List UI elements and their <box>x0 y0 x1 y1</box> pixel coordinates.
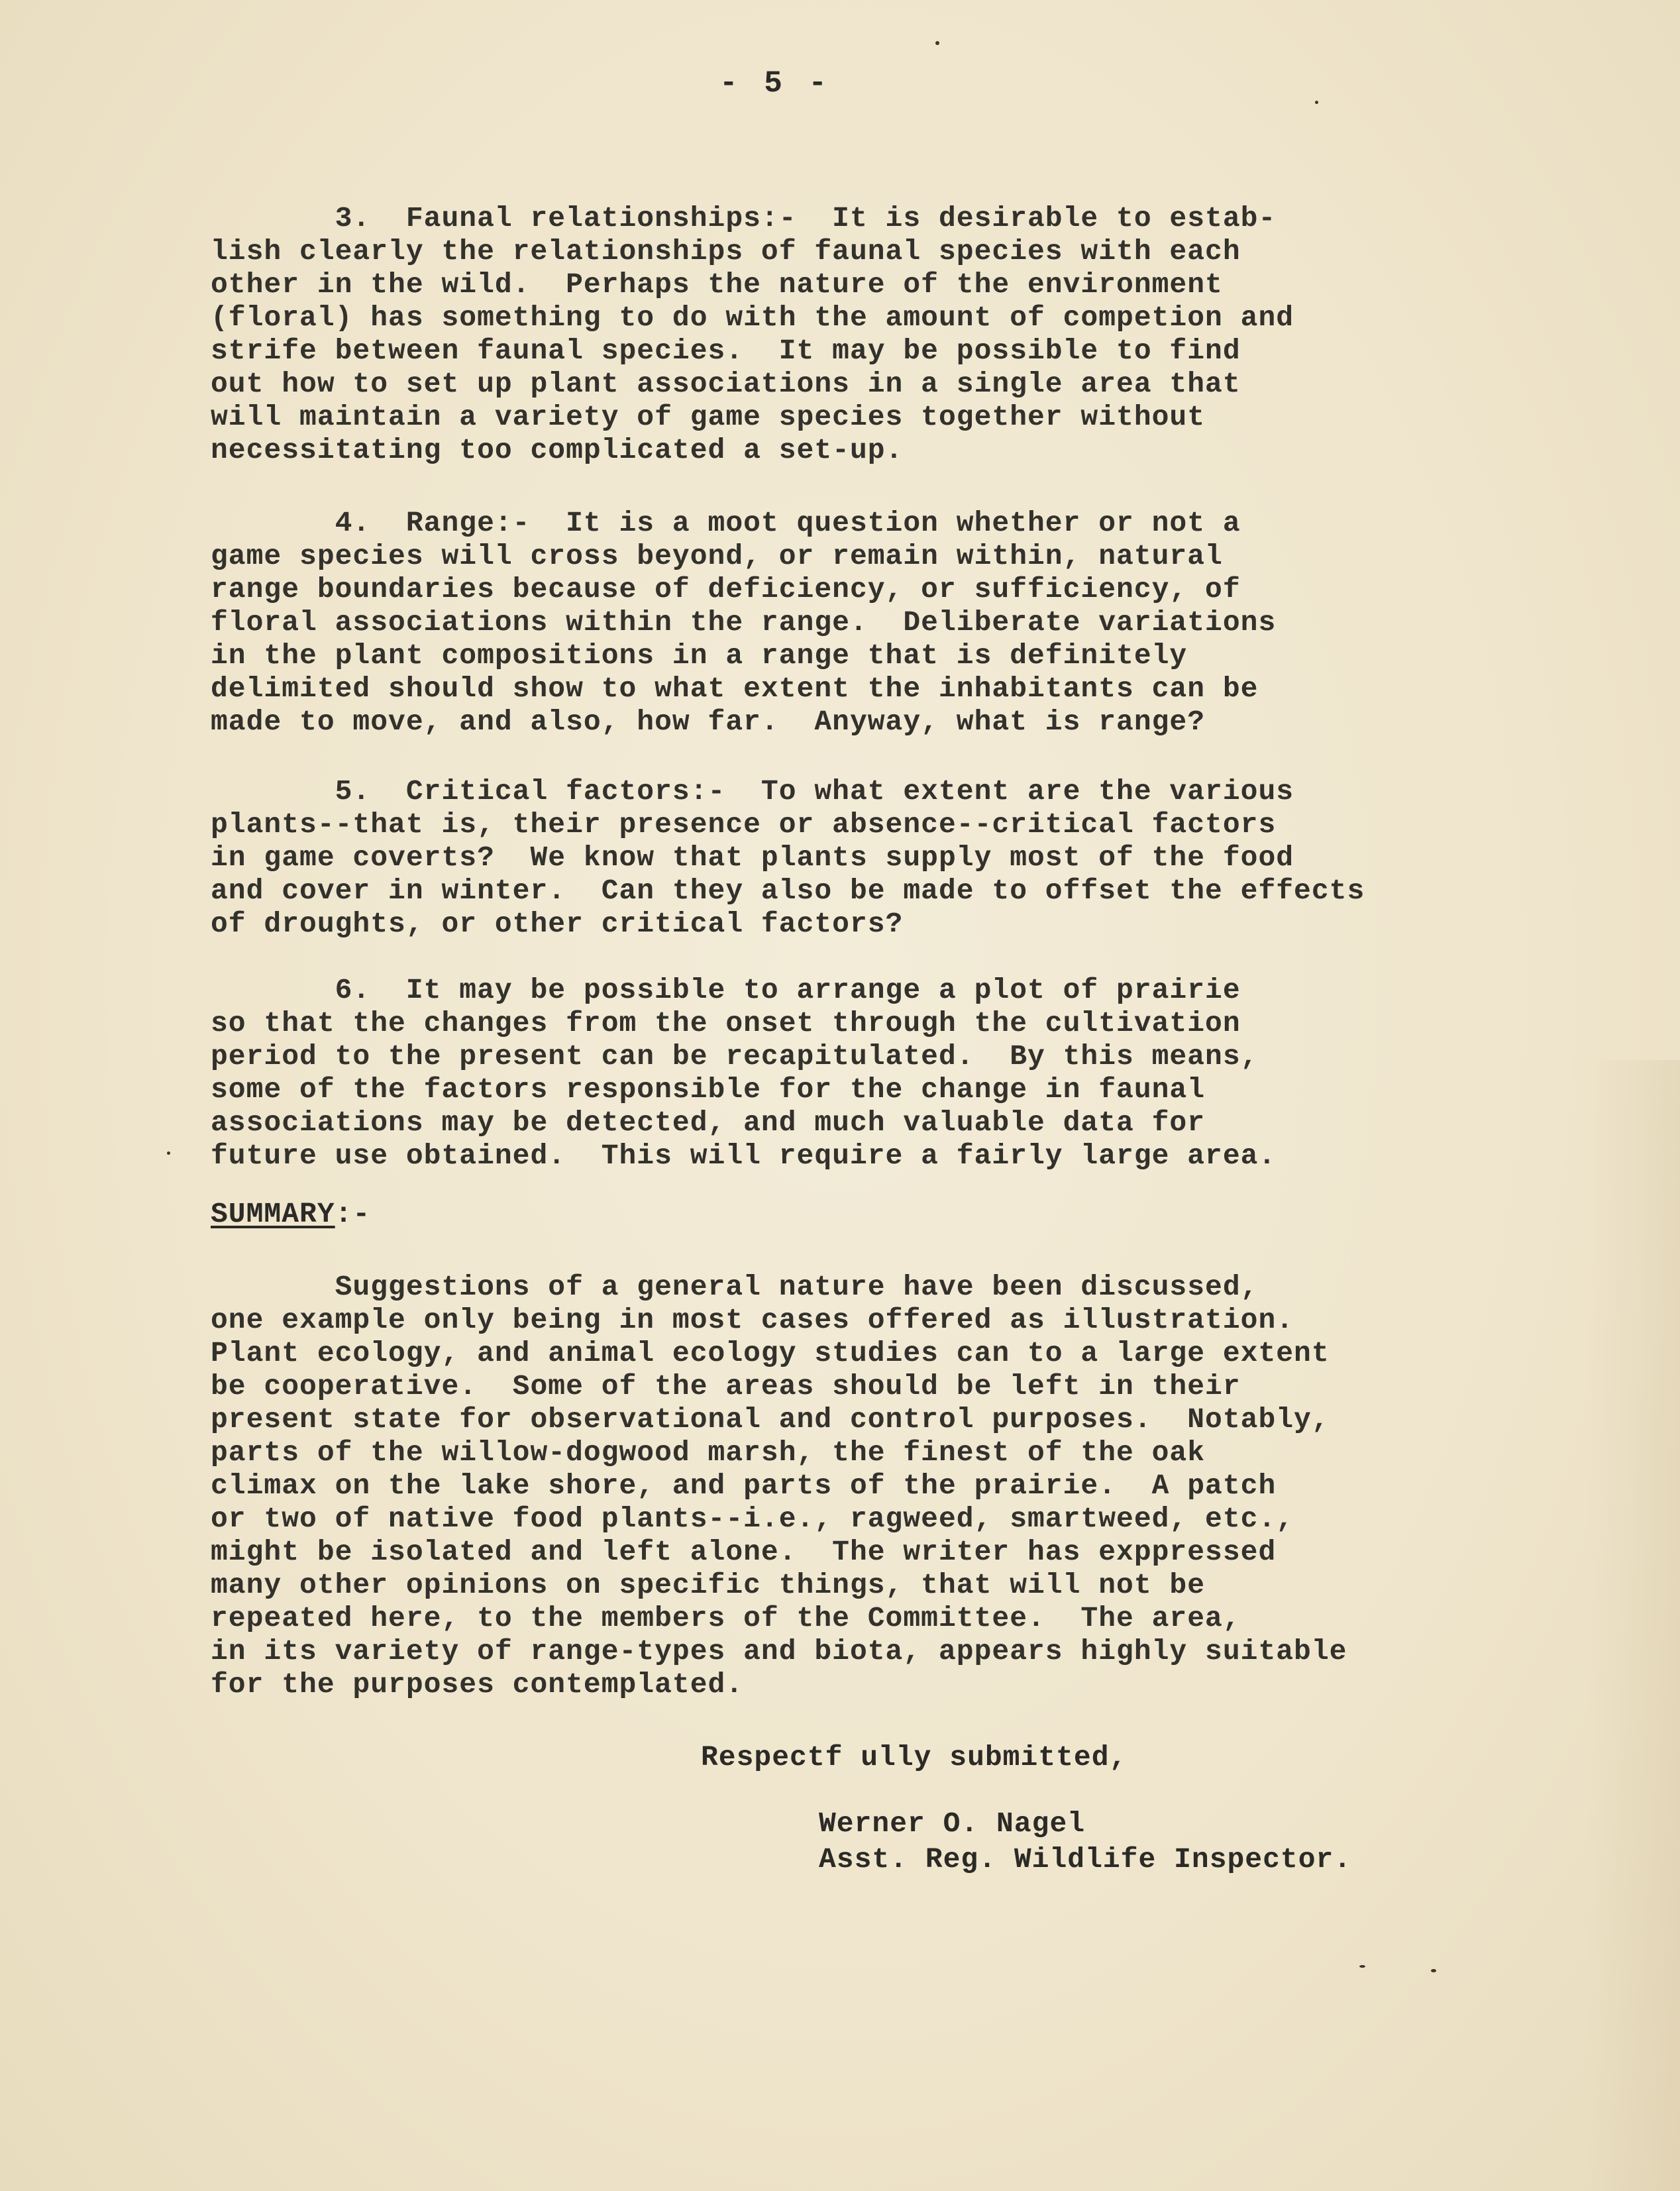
page-number: - 5 - <box>719 66 831 101</box>
ink-speck <box>1315 101 1318 104</box>
ink-speck <box>167 1151 170 1155</box>
signer-name: Werner O. Nagel <box>819 1807 1086 1840</box>
paragraph-critical-factors: 5. Critical factors:- To what extent are the various plants--that is, their presence or absence--critical factors in game coverts? We know that plants supply most of the food and cover in winter. Can they also be made to offset the effects of droughts, or other critical factors? <box>211 775 1365 940</box>
ink-speck <box>935 41 939 45</box>
summary-heading-suffix: :- <box>335 1198 371 1230</box>
page-shading <box>1587 1060 1680 2191</box>
paragraph-prairie-plot: 6. It may be possible to arrange a plot of prairie so that the changes from the onset through the cultivation period to the present can be recapitulated. By this means, some of the factors responsible for the change in faunal associations may be detected, and much valuable data for future use obtained. This will require a fairly large area. <box>211 974 1277 1172</box>
paragraph-summary: Suggestions of a general nature have been discussed, one example only being in most cases offered as illustration. Plant ecology, and animal ecology studies can to a large extent be cooperative. Some of the areas should be left in their present state for observational and control purposes. Notably, parts of the willow-dogwood marsh, the finest of the oak climax on the lake shore, and parts of the prairie. A patch or two of native food plants--i.e., ragweed, smartweed, etc., might be isolated and left alone. The writer has exppressed many other opinions on specific things, that will not be repeated here, to the members of the Committee. The area, in its variety of range-types and biota, appears highly suitable for the purposes contemplated. <box>211 1271 1347 1701</box>
ink-speck <box>1359 1965 1365 1968</box>
closing-salutation: Respectf ully submitted, <box>701 1741 1128 1774</box>
signer-title: Asst. Reg. Wildlife Inspector. <box>819 1843 1352 1876</box>
paragraph-faunal-relationships: 3. Faunal relationships:- It is desirable to estab- lish clearly the relationships of faunal species with each other in the wild. Perhaps the nature of the environment (floral) has something to do with the amount of competion and strife between faunal species. It may be possible to find out how to set up plant associations in a single area that will maintain a variety of game species together without necessitating too complicated a set-up. <box>211 202 1294 466</box>
paragraph-range: 4. Range:- It is a moot question whether or not a game species will cross beyond, or remain within, natural range boundaries because of deficiency, or sufficiency, of floral associations within the range. Deliberate variations in the plant compositions in a range that is definitely delimited should show to what extent the inhabitants can be made to move, and also, how far. Anyway, what is range? <box>211 507 1277 738</box>
ink-speck <box>1431 1969 1436 1972</box>
summary-heading <box>211 1198 370 1230</box>
summary-heading-text: SUMMARY <box>211 1198 335 1230</box>
